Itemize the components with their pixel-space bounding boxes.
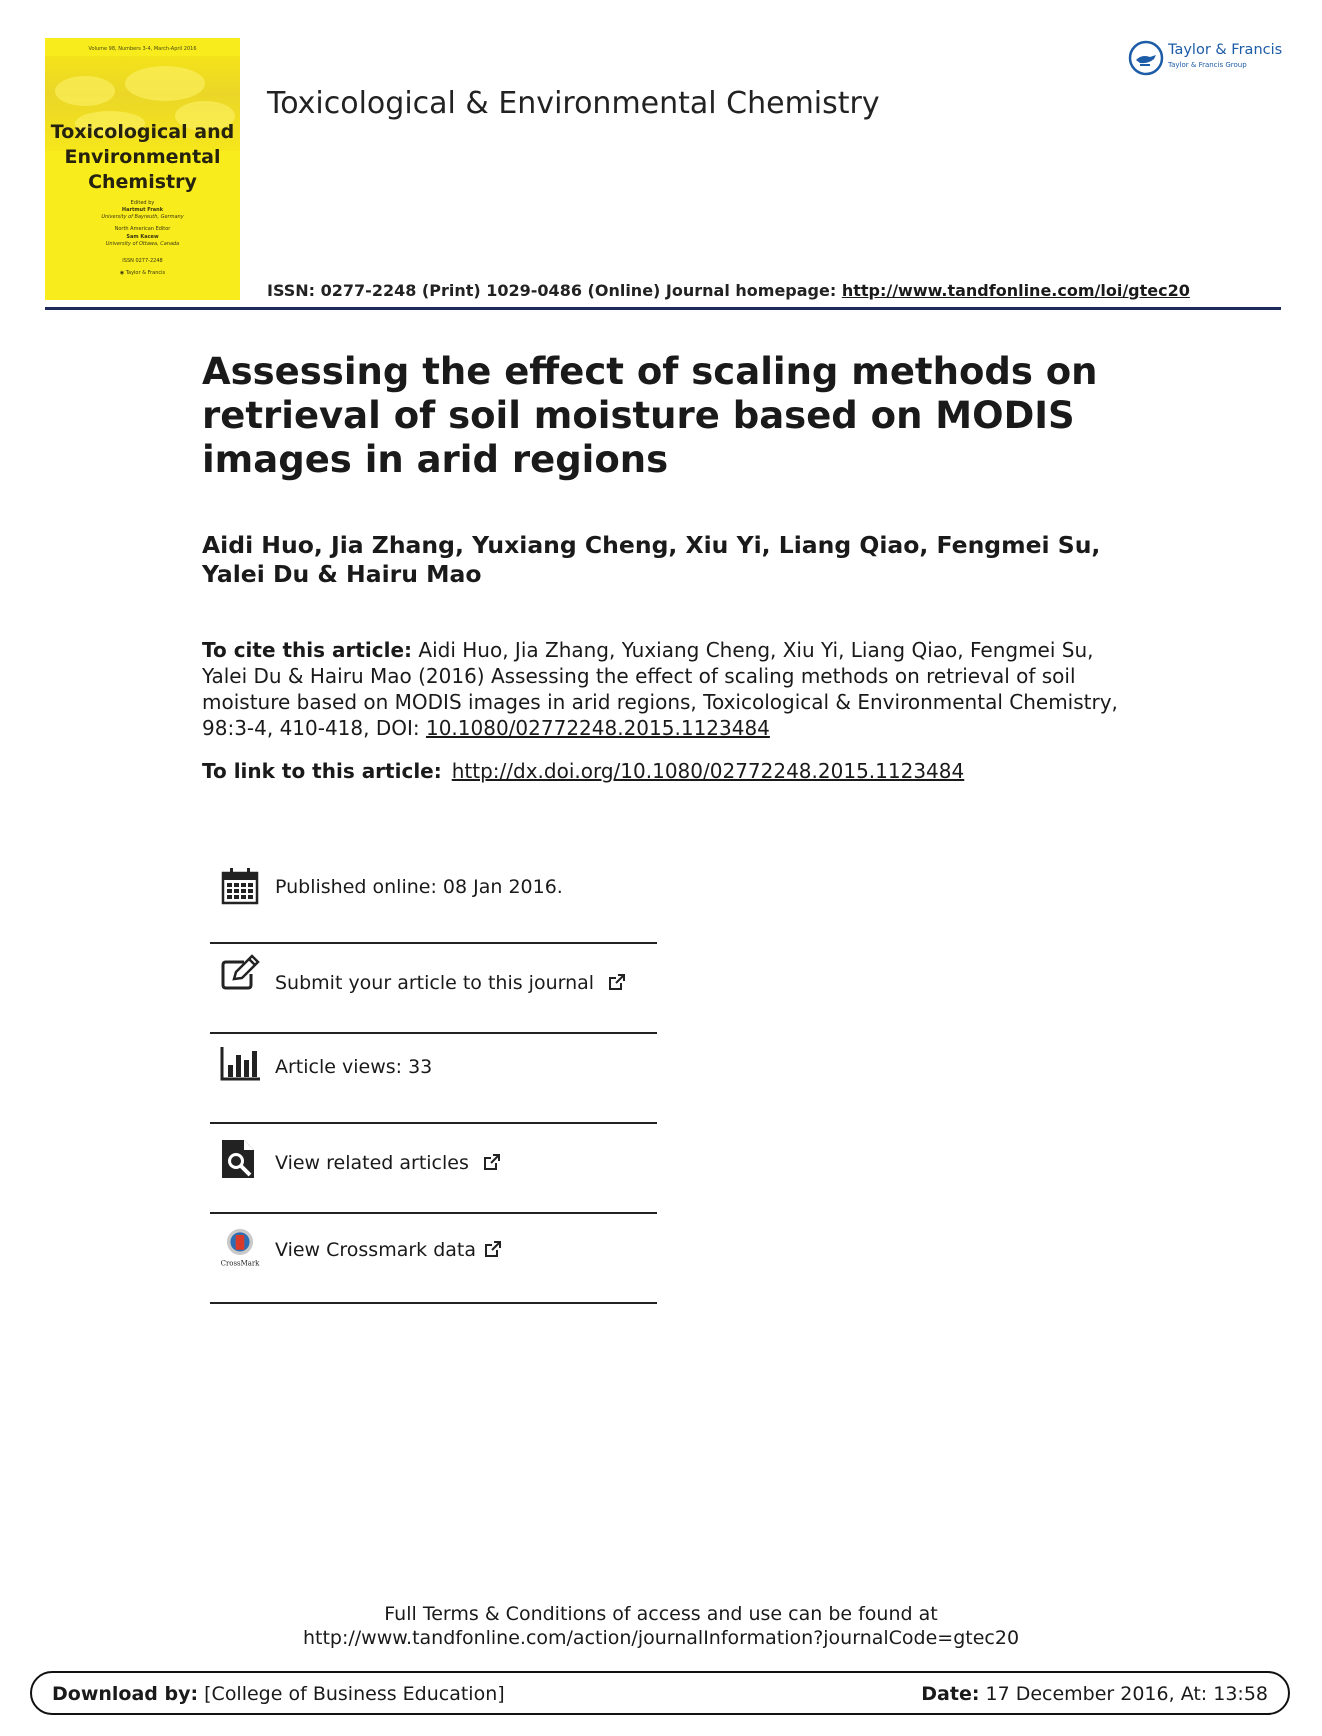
citation-block bbox=[202, 637, 1132, 741]
document-search-icon bbox=[220, 1138, 260, 1178]
crossmark-link[interactable]: View Crossmark data bbox=[275, 1239, 502, 1261]
article-views-row bbox=[210, 1040, 657, 1129]
article-views-text: Article views: 33 bbox=[275, 1056, 433, 1078]
taylor-francis-lamp-icon bbox=[1128, 40, 1164, 76]
info-divider bbox=[210, 942, 657, 944]
article-title: Assessing the effect of scaling methods on retrieval of soil moisture based on MODIS images in arid regions bbox=[202, 350, 1098, 481]
cover-editor-affiliation: University of Bayreuth, Germany bbox=[101, 214, 184, 220]
related-articles-link[interactable]: View related articles bbox=[275, 1152, 501, 1174]
cover-title: Toxicological and Environmental Chemistry bbox=[50, 121, 235, 193]
info-divider bbox=[210, 1212, 657, 1214]
journal-cover-image bbox=[45, 38, 240, 300]
journal-title: Toxicological & Environmental Chemistry bbox=[267, 86, 880, 121]
publisher-group: Taylor & Francis Group bbox=[1168, 61, 1247, 69]
citation-text: Aidi Huo, Jia Zhang, Yuxiang Cheng, Xiu Yi, Liang Qiao, Fengmei Su, Yalei Du & Hairu Mao (2016) Assessing the effect of scaling methods on retrieval of soil moisture based on MODIS images in arid regions, Toxicological & Environmental Chemistry, 98:3-4, 410-418, DOI: bbox=[202, 638, 1118, 740]
svg-text:CrossMark: CrossMark bbox=[220, 1259, 260, 1268]
crossmark-icon bbox=[220, 1228, 260, 1268]
citation-label: To cite this article: bbox=[202, 638, 413, 662]
cover-publisher: ◉ Taylor & Francis bbox=[119, 270, 166, 276]
taylor-francis-logo bbox=[1128, 38, 1288, 78]
external-link-icon bbox=[608, 973, 626, 991]
cover-na-editor-label: North American Editor bbox=[114, 226, 171, 232]
article-doi-url-link[interactable]: http://dx.doi.org/10.1080/02772248.2015.1123484 bbox=[451, 759, 965, 783]
cover-edited-by: Edited by bbox=[130, 200, 155, 206]
terms-url: http://www.tandfonline.com/action/journalInformation?journalCode=gtec20 bbox=[302, 1627, 1020, 1649]
cover-tf-icon: ◉ bbox=[119, 270, 126, 276]
published-online-row bbox=[210, 862, 657, 951]
calendar-icon bbox=[220, 866, 260, 906]
download-by: Download by: [College of Business Education] bbox=[52, 1683, 505, 1705]
publisher-name: Taylor & Francis bbox=[1168, 42, 1283, 58]
related-articles-row[interactable] bbox=[210, 1132, 657, 1221]
cover-na-editor-affiliation: University of Ottawa, Canada bbox=[105, 241, 180, 247]
info-divider bbox=[210, 1302, 657, 1304]
article-link-label: To link to this article: bbox=[202, 759, 442, 783]
download-info-bar bbox=[30, 1671, 1290, 1715]
article-link-block bbox=[202, 758, 1132, 784]
external-link-icon bbox=[484, 1240, 502, 1258]
bar-chart-icon bbox=[220, 1043, 260, 1083]
crossmark-row[interactable] bbox=[210, 1222, 657, 1311]
cover-na-editor: Sam Kacew bbox=[126, 234, 159, 240]
download-date: Date: 17 December 2016, At: 13:58 bbox=[921, 1683, 1268, 1705]
cover-volume-line: Volume 98, Numbers 3-4, March-April 2016 bbox=[88, 46, 197, 52]
external-link-icon bbox=[483, 1153, 501, 1171]
cover-editor: Hartmut Frank bbox=[121, 207, 164, 213]
info-divider bbox=[210, 1122, 657, 1124]
header-divider bbox=[45, 307, 1281, 310]
edit-icon bbox=[220, 954, 260, 994]
submit-article-row[interactable] bbox=[210, 952, 657, 1041]
submit-article-link[interactable]: Submit your article to this journal bbox=[275, 972, 626, 994]
cover-issn: ISSN 0277-2248 bbox=[122, 258, 163, 264]
published-online-text: Published online: 08 Jan 2016. bbox=[275, 876, 563, 898]
journal-homepage-link[interactable]: http://www.tandfonline.com/loi/gtec20 bbox=[841, 281, 1190, 300]
doi-link[interactable]: 10.1080/02772248.2015.1123484 bbox=[425, 716, 770, 740]
info-divider bbox=[210, 1032, 657, 1034]
article-authors: Aidi Huo, Jia Zhang, Yuxiang Cheng, Xiu Yi, Liang Qiao, Fengmei Su, Yalei Du & Hairu Mao bbox=[202, 531, 1101, 588]
issn-line: ISSN: 0277-2248 (Print) 1029-0486 (Online) Journal homepage: http://www.tandfonline.com/loi/gtec20 bbox=[267, 281, 1190, 300]
terms-and-conditions: Full Terms & Conditions of access and use can be found at http://www.tandfonline.com/action/journalInformation?journalCode=gtec20 bbox=[300, 1602, 1022, 1650]
